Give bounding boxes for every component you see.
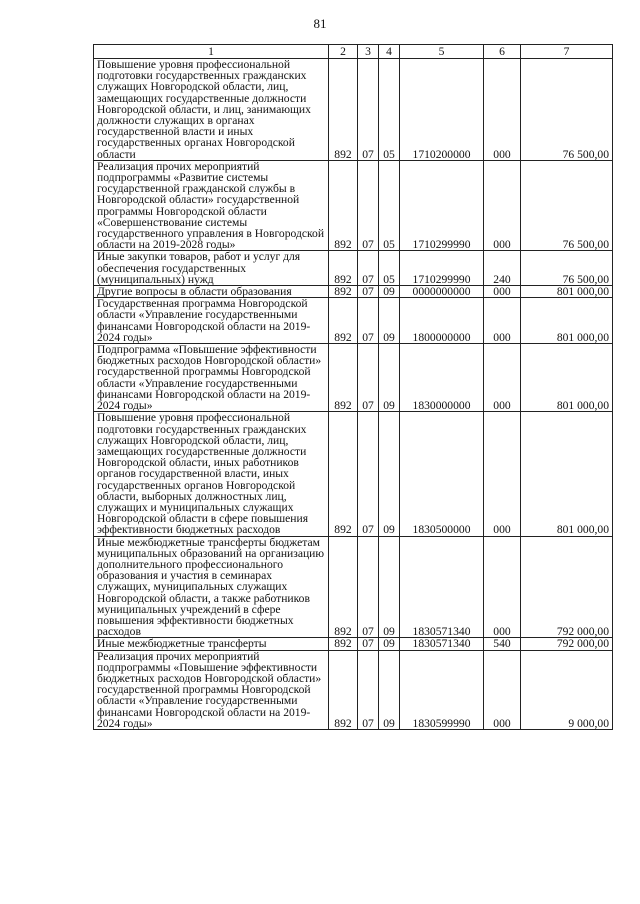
row-subsection-code: 09: [379, 412, 400, 536]
row-amount: 801 000,00: [521, 412, 613, 536]
row-name: Иные межбюджетные трансферты: [94, 638, 329, 650]
row-name: Другие вопросы в области образования: [94, 286, 329, 298]
table-row: [94, 412, 613, 536]
row-section-code: 07: [358, 298, 379, 344]
row-name: Реализация прочих мероприятий подпрограммы «Развитие системы государственной гражданской службы в Новгородской области» государственной программы Новгородской области «Совершенствование системы государственного управления в Новгородской области на 2019-2028 годы»: [94, 160, 329, 251]
budget-table: [93, 44, 613, 730]
row-expense-type: 000: [484, 536, 521, 638]
row-target-code: 1830571340: [400, 638, 484, 650]
table-row: [94, 650, 613, 729]
row-amount: 801 000,00: [521, 286, 613, 298]
row-amount: 792 000,00: [521, 638, 613, 650]
row-section-code: 07: [358, 59, 379, 161]
row-subsection-code: 09: [379, 286, 400, 298]
table-row: [94, 344, 613, 412]
row-expense-type: 000: [484, 286, 521, 298]
row-ministry-code: 892: [329, 344, 358, 412]
row-subsection-code: 09: [379, 638, 400, 650]
row-section-code: 07: [358, 251, 379, 286]
row-ministry-code: 892: [329, 286, 358, 298]
header-cell: 4: [379, 45, 400, 59]
row-target-code: 1800000000: [400, 298, 484, 344]
row-subsection-code: 05: [379, 160, 400, 251]
row-expense-type: 000: [484, 650, 521, 729]
row-target-code: 0000000000: [400, 286, 484, 298]
row-section-code: 07: [358, 160, 379, 251]
row-target-code: 1830500000: [400, 412, 484, 536]
row-target-code: 1830599990: [400, 650, 484, 729]
row-name: Реализация прочих мероприятий подпрограммы «Повышение эффективности бюджетных расходов Новгородской области» государственной программы Новгородской области «Управление государственными финансами Новгородской области на 2019-2024 годы»: [94, 650, 329, 729]
header-cell: 5: [400, 45, 484, 59]
table-row: [94, 638, 613, 650]
header-cell: 2: [329, 45, 358, 59]
row-subsection-code: 09: [379, 344, 400, 412]
table-header-row: [94, 45, 613, 59]
header-cell: 1: [94, 45, 329, 59]
table-row: [94, 298, 613, 344]
table-row: [94, 286, 613, 298]
header-cell: 7: [521, 45, 613, 59]
row-section-code: 07: [358, 536, 379, 638]
row-expense-type: 540: [484, 638, 521, 650]
row-amount: 801 000,00: [521, 298, 613, 344]
row-ministry-code: 892: [329, 536, 358, 638]
row-name: Подпрограмма «Повышение эффективности бюджетных расходов Новгородской области» государственной программы Новгородской области «Управление государственными финансами Новгородской области на 2019-2024 годы»: [94, 344, 329, 412]
row-expense-type: 240: [484, 251, 521, 286]
row-name: Иные закупки товаров, работ и услуг для обеспечения государственных (муниципальных) нужд: [94, 251, 329, 286]
row-section-code: 07: [358, 344, 379, 412]
table-row: [94, 160, 613, 251]
row-target-code: 1710200000: [400, 59, 484, 161]
row-subsection-code: 05: [379, 251, 400, 286]
row-target-code: 1710299990: [400, 160, 484, 251]
page-number: 81: [313, 16, 327, 31]
row-amount: 76 500,00: [521, 251, 613, 286]
row-ministry-code: 892: [329, 251, 358, 286]
row-ministry-code: 892: [329, 638, 358, 650]
row-subsection-code: 05: [379, 59, 400, 161]
row-name: Иные межбюджетные трансферты бюджетам муниципальных образований на организацию дополнительного профессионального образования и участия в семинарах служащих, муниципальных служащих Новгородской области, а также работников муниципальных учреждений в сфере повышения эффективности бюджетных расходов: [94, 536, 329, 638]
row-ministry-code: 892: [329, 160, 358, 251]
row-expense-type: 000: [484, 59, 521, 161]
table-row: [94, 59, 613, 161]
header-cell: 6: [484, 45, 521, 59]
row-section-code: 07: [358, 638, 379, 650]
row-ministry-code: 892: [329, 412, 358, 536]
row-ministry-code: 892: [329, 650, 358, 729]
row-expense-type: 000: [484, 298, 521, 344]
row-name: Повышение уровня профессиональной подготовки государственных гражданских служащих Новгородской области, лиц, замещающих государственные должности Новгородской области, иных работников органов государственной власти, иных государственных органов Новгородской области, выборных должностных лиц, служащих и муниципальных служащих Новгородской области в сфере повышения эффективности бюджетных расходов: [94, 412, 329, 536]
row-expense-type: 000: [484, 412, 521, 536]
row-section-code: 07: [358, 286, 379, 298]
row-ministry-code: 892: [329, 298, 358, 344]
table-row: [94, 536, 613, 638]
row-section-code: 07: [358, 412, 379, 536]
row-amount: 76 500,00: [521, 160, 613, 251]
row-subsection-code: 09: [379, 298, 400, 344]
row-section-code: 07: [358, 650, 379, 729]
row-amount: 801 000,00: [521, 344, 613, 412]
row-amount: 9 000,00: [521, 650, 613, 729]
row-amount: 792 000,00: [521, 536, 613, 638]
row-ministry-code: 892: [329, 59, 358, 161]
header-cell: 3: [358, 45, 379, 59]
row-expense-type: 000: [484, 344, 521, 412]
row-expense-type: 000: [484, 160, 521, 251]
row-subsection-code: 09: [379, 650, 400, 729]
row-name: Государственная программа Новгородской области «Управление государственными финансами Новгородской области на 2019-2024 годы»: [94, 298, 329, 344]
table-row: [94, 251, 613, 286]
row-target-code: 1710299990: [400, 251, 484, 286]
row-target-code: 1830571340: [400, 536, 484, 638]
row-target-code: 1830000000: [400, 344, 484, 412]
row-name: Повышение уровня профессиональной подготовки государственных гражданских служащих Новгородской области, лиц, замещающих государственные должности Новгородской области, и лиц, занимающих должности служащих в органах государственной власти и иных государственных органах Новгородской области: [94, 59, 329, 161]
row-amount: 76 500,00: [521, 59, 613, 161]
row-subsection-code: 09: [379, 536, 400, 638]
